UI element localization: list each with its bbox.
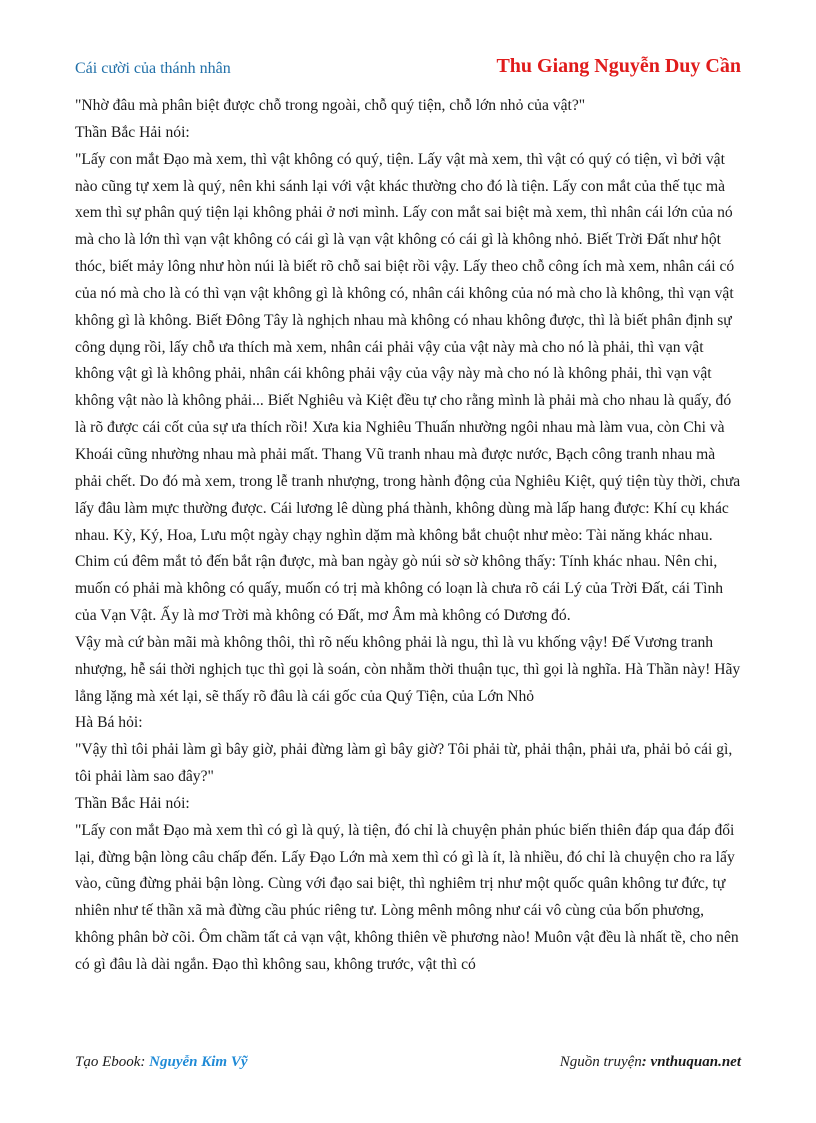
ebook-label: Tạo Ebook	[75, 1054, 141, 1070]
paragraph: "Lấy con mắt Đạo mà xem, thì vật không có quý, tiện. Lấy vật mà xem, thì vật có quý có tiện, vì bởi vật nào cũng tự xem là quý, nên khi sánh lại với vật khác thường cho đó là tiện. Lấy con mắt của thế tục mà xem thì sự phân quý tiện lại không phải ở nơi mình. Lấy con mắt sai biệt mà xem, thì nhân cái lớn của nó mà cho là lớn thì vạn vật không có cái gì là vạn vật không có cái gì là không nhỏ. Biết Trời Đất như hột thóc, biết mảy lông như hòn núi là biết rõ chỗ sai biệt rồi vậy. Lấy theo chỗ công ích mà xem, nhân cái có của nó mà cho là có thì vạn vật không gì là không có, nhân cái không của nó mà cho là không, thì vạn vật không gì là không. Biết Đông Tây là nghịch nhau mà không có nhau không được, thì là biết phân định sự công dụng rồi, lấy chỗ ưa thích mà xem, nhân cái phải vậy của vật này mà cho nó là phải, thì vạn vật không vật gì là không phải, nhân cái không phải vậy của vậy này mà cho nó là không phải, thì vạn vật không vật nào là không phải... Biết Nghiêu và Kiệt đều tự cho rằng mình là phải mà cho nhau là quấy, đó là rõ được cái cốt của sự ưa thích rồi! Xưa kia Nghiêu Thuấn nhường ngôi nhau mà làm vua, còn Chi và Khoái cũng nhường nhau mà phải mất. Thang Vũ tranh nhau mà được nước, Bạch công tranh nhau mà phải chết. Do đó mà xem, trong lễ tranh nhượng, trong hành động của Nghiêu Kiệt, quý tiện tùy thời, chưa lấy đâu làm mực thường được. Cái lương lê dùng phá thành, không dùng mà lấp hang được: Khí cụ khác nhau. Kỳ, Ký, Hoa, Lưu một ngày chạy nghìn dặm mà không bắt chuột như mèo: Tài năng khác nhau. Chim cú đêm mắt tỏ đến bắt rận được, mà ban ngày gò núi sờ sờ không thấy: Tính khác nhau. Nên chi, muốn có phải mà không có quấy, muốn có trị mà không có loạn là chưa rõ cái Lý của Trời Đất, cái Tình của Vạn Vật. Ấy là mơ Trời mà không có Đất, mơ Âm mà không có Dương đó.	[75, 150, 741, 625]
ebook-credit	[75, 1054, 248, 1071]
paragraph: "Lấy con mắt Đạo mà xem thì có gì là quý, là tiện, đó chỉ là chuyện phản phúc biến thiên đáp qua đáp đổi lại, đừng bận lòng câu chấp đến. Lấy Đạo Lớn mà xem thì có gì là ít, là nhiều, đó chỉ là chuyện cho ra lấy vào, cũng đừng phải bận lòng. Cùng với đạo sai biệt, thì nghiêm trị như một quốc quân không tư đức, tự nhiên như tế thần xã mà đừng cầu phúc riêng tư. Lòng mênh mông như cái vô cùng của bốn phương, không phân bờ cõi. Ôm chầm tất cả vạn vật, không thiên về phương nào! Muôn vật đều là nhất tề, cho nên có gì đâu là dài ngắn. Đạo thì không sau, không trước, vật thì có	[75, 821, 739, 973]
source-credit	[560, 1054, 741, 1071]
paragraph: Hà Bá hỏi:	[75, 714, 143, 732]
source-label: Nguồn truyện	[559, 1054, 642, 1070]
paragraph: Vậy mà cứ bàn mãi mà không thôi, thì rõ nếu không phải là ngu, thì là vu khống vậy! Đế Vương tranh nhượng, hễ sái thời nghịch tục thì gọi là soán, còn nhằm thời thuận tục, thì gọi là nghĩa. Hà Thần này! Hãy lẳng lặng mà xét lại, sẽ thấy rõ đâu là cái gốc của Quý Tiện, của Lớn Nhỏ	[75, 633, 741, 705]
paragraph: Thần Bắc Hải nói:	[75, 123, 190, 141]
ebook-separator: :	[140, 1054, 150, 1070]
paragraph: "Vậy thì tôi phải làm gì bây giờ, phải đừng làm gì bây giờ? Tôi phải từ, phải thận, phải ưa, phải bỏ cái gì, tôi phải làm sao đây?"	[75, 741, 733, 786]
paragraph: "Nhờ đâu mà phân biệt được chỗ trong ngoài, chỗ quý tiện, chỗ lớn nhỏ của vật?"	[75, 97, 586, 114]
source-separator: :	[641, 1054, 651, 1070]
paragraph: Thần Bắc Hải nói:	[75, 794, 190, 812]
source-site: vnthuquan.net	[650, 1054, 741, 1070]
page-footer	[75, 1054, 741, 1071]
ebook-creator: Nguyễn Kim Vỹ	[149, 1054, 248, 1070]
page-header	[75, 48, 741, 78]
book-title: Cái cười của thánh nhân	[75, 60, 231, 77]
page-body	[75, 93, 745, 979]
author-name: Thu Giang Nguyễn Duy Cần	[496, 55, 741, 77]
